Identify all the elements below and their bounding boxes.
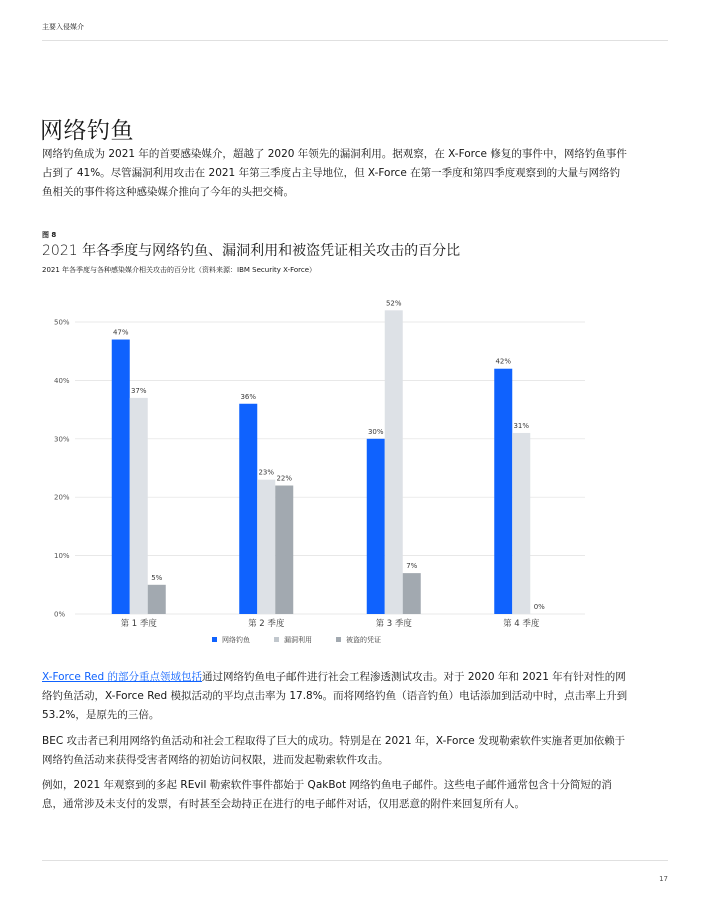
body-paragraph-2: BEC 攻击者已利用网络钓鱼活动和社会工程取得了巨大的成功。特别是在 2021 年，X-Force 发现勒索软件实施者更加依赖于网络钓鱼活动来获得受害者网络的初始访问权限，进而发起勒索软件攻击。 bbox=[42, 735, 626, 766]
bar bbox=[385, 310, 403, 614]
xforce-red-link[interactable]: X-Force Red 的部分重点领域包括 bbox=[42, 671, 202, 683]
bar-value-label: 0% bbox=[533, 603, 545, 611]
body-paragraph-1-text: 通过网络钓鱼电子邮件进行社会工程渗透测试攻击。对于 2020 年和 2021 年有针对性的网络钓鱼活动，X-Force Red 模拟活动的平均点击率为 17.8%。而将网络钓鱼（语音钓鱼）电话添加到活动中时，点击率上升到 53.2%，是原先的三倍。 bbox=[42, 671, 628, 721]
bar-value-label: 22% bbox=[276, 474, 293, 483]
x-tick-label: 第 1 季度 bbox=[120, 619, 157, 629]
x-tick-label: 第 4 季度 bbox=[503, 619, 540, 629]
legend-label: 漏洞利用 bbox=[284, 636, 312, 644]
section-title: 网络钓鱼 bbox=[40, 118, 134, 144]
bar-value-label: 31% bbox=[513, 421, 530, 430]
legend-swatch bbox=[274, 637, 279, 642]
bar-chart bbox=[0, 285, 710, 655]
x-axis bbox=[121, 618, 540, 629]
bar bbox=[239, 404, 257, 614]
bar-value-label: 7% bbox=[406, 562, 418, 571]
figure-title: 2021 年各季度与网络钓鱼、漏洞利用和被盗凭证相关攻击的百分比 bbox=[42, 243, 461, 259]
y-tick-label: 30% bbox=[54, 435, 70, 444]
figure-subtitle: 2021 年各季度与各种感染媒介相关攻击的百分比（资料来源：IBM Security X-Force） bbox=[42, 266, 317, 274]
header-label: 主要入侵媒介 bbox=[42, 23, 84, 31]
chart-legend bbox=[212, 635, 381, 644]
bar bbox=[275, 486, 293, 614]
bar bbox=[494, 369, 512, 614]
x-tick-label: 第 3 季度 bbox=[375, 619, 412, 629]
bar bbox=[512, 433, 530, 614]
bar-value-label: 5% bbox=[151, 573, 163, 582]
legend-label: 网络钓鱼 bbox=[222, 636, 250, 644]
y-tick-label: 40% bbox=[54, 376, 70, 385]
footer-divider bbox=[42, 860, 668, 861]
y-axis bbox=[54, 319, 70, 619]
bar bbox=[367, 439, 385, 614]
intro-paragraph: 网络钓鱼成为 2021 年的首要感染媒介，超越了 2020 年领先的漏洞利用。据观察，在 X-Force 修复的事件中，网络钓鱼事件占到了 41%。尽管漏洞利用攻击在 2021 年第三季度占主导地位，但 X-Force 在第一季度和第四季度观察到的大量与网络钓鱼相关的事件将这种感染媒介推向了今年的头把交椅。 bbox=[42, 148, 627, 198]
bar-value-label: 47% bbox=[112, 328, 129, 337]
y-tick-label: 50% bbox=[54, 318, 70, 327]
legend-label: 被盗的凭证 bbox=[346, 636, 381, 644]
bar-value-label: 52% bbox=[385, 299, 402, 308]
bar bbox=[403, 573, 421, 614]
header-divider bbox=[42, 40, 668, 41]
bar-value-label: 37% bbox=[130, 386, 147, 395]
chart-bars bbox=[112, 299, 545, 614]
page-number: 17 bbox=[659, 875, 668, 883]
bar-value-label: 23% bbox=[258, 468, 275, 477]
bar bbox=[257, 480, 275, 614]
body-paragraph-1 bbox=[42, 668, 630, 725]
bar bbox=[112, 340, 130, 614]
y-tick-label: 10% bbox=[54, 552, 70, 561]
bar-value-label: 42% bbox=[495, 357, 512, 366]
legend-swatch bbox=[336, 637, 341, 642]
legend-swatch bbox=[212, 637, 217, 642]
bar-value-label: 36% bbox=[240, 392, 257, 401]
bar bbox=[148, 585, 166, 614]
bar bbox=[130, 398, 148, 614]
body-paragraph-3: 例如，2021 年观察到的多起 REvil 勒索软件事件都始于 QakBot 网络钓鱼电子邮件。这些电子邮件通常包含十分简短的消息，通常涉及未支付的发票，有时甚至会劫持正在进行的电子邮件对话，仅用恶意的附件来回复所有人。 bbox=[42, 779, 612, 810]
figure-label: 图 8 bbox=[42, 231, 57, 239]
x-tick-label: 第 2 季度 bbox=[248, 619, 285, 629]
y-tick-label: 20% bbox=[54, 493, 70, 502]
y-tick-label: 0% bbox=[54, 610, 66, 619]
bar-value-label: 30% bbox=[367, 427, 384, 436]
